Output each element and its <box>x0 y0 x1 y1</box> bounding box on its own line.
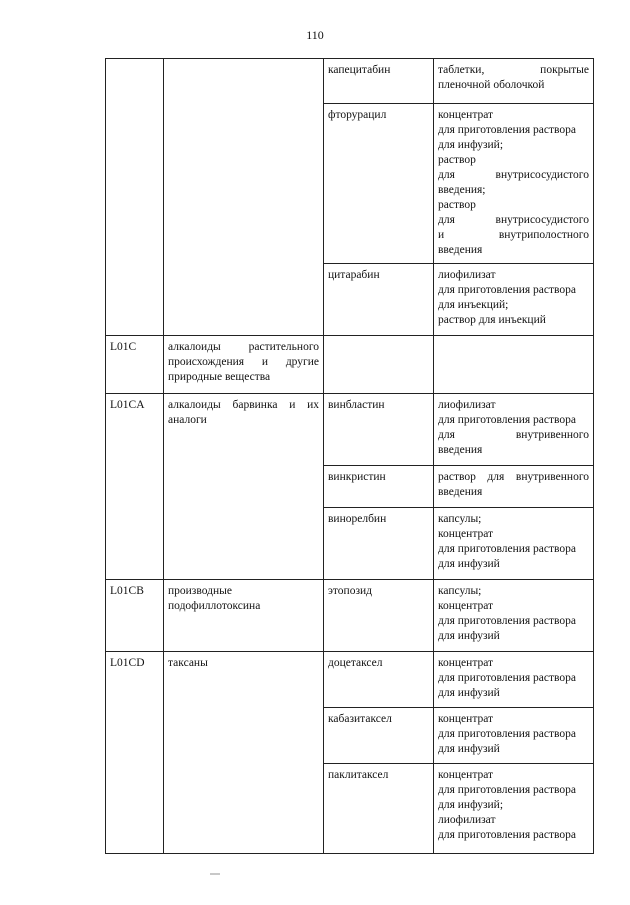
dosage-form-line: лиофилизат <box>438 269 496 281</box>
dosage-form-line: для приготовления раствора <box>438 672 576 684</box>
dosage-form-line: для приготовления раствора <box>438 284 576 296</box>
table-row <box>106 394 594 466</box>
dosage-form-line: для приготовления раствора <box>438 124 576 136</box>
dosage-form-line: концентрат <box>438 600 494 612</box>
dosage-form-line: лиофилизат <box>438 399 496 411</box>
dosage-form-line: концентрат <box>438 713 494 725</box>
dosage-form-line: для приготовления раствора <box>438 784 576 796</box>
drug-name-cell: этопозид <box>324 580 434 652</box>
drug-name-cell: паклитаксел <box>324 764 434 854</box>
dosage-form-line: для приготовления раствора <box>438 829 576 841</box>
atc-code-cell: L01CB <box>106 580 164 652</box>
table-row <box>106 336 594 394</box>
atc-code-cell: L01C <box>106 336 164 394</box>
dosage-form-cell <box>434 264 594 336</box>
drug-name-cell: доцетаксел <box>324 652 434 708</box>
scan-artifact <box>210 873 220 875</box>
dosage-form-line: капсулы; <box>438 513 482 525</box>
drug-name-cell: винбластин <box>324 394 434 466</box>
dosage-form-cell <box>434 59 594 104</box>
dosage-form-line: и внутриполостного <box>438 229 589 241</box>
drug-name-cell: кабазитаксел <box>324 708 434 764</box>
dosage-form-line: концентрат <box>438 769 494 781</box>
drug-classification-table <box>105 58 594 854</box>
dosage-form-cell <box>434 336 594 394</box>
dosage-form-line: для приготовления раствора <box>438 543 576 555</box>
dosage-form-cell <box>434 394 594 466</box>
anatomic-therapeutic-group-cell: производные подофиллотоксина <box>164 580 324 652</box>
dosage-form-line: для инфузий; <box>438 799 504 811</box>
drug-name-cell: цитарабин <box>324 264 434 336</box>
dosage-form-line: введения <box>438 444 483 456</box>
dosage-form-line: концентрат <box>438 528 494 540</box>
drug-name-cell: фторурацил <box>324 104 434 264</box>
dosage-form-line: для инфузий <box>438 558 500 570</box>
dosage-form-line: введения; <box>438 184 486 196</box>
page-number: 110 <box>306 28 324 42</box>
dosage-form-cell <box>434 104 594 264</box>
dosage-form-line: концентрат <box>438 109 494 121</box>
dosage-form-line: введения <box>438 486 483 498</box>
dosage-form-line: для приготовления раствора <box>438 728 576 740</box>
dosage-form-line: для инъекций; <box>438 299 509 311</box>
dosage-form-line: для приготовления раствора <box>438 414 576 426</box>
anatomic-therapeutic-group-cell: алкалоиды барвинка и их аналоги <box>164 394 324 580</box>
dosage-form-line: для приготовления раствора <box>438 615 576 627</box>
dosage-form-line: раствор для инъекций <box>438 314 546 326</box>
dosage-form-line: раствор для внутривенного <box>438 471 589 483</box>
table-row <box>106 59 594 104</box>
dosage-form-line: раствор <box>438 199 476 211</box>
atc-code-cell <box>106 59 164 336</box>
dosage-form-cell <box>434 708 594 764</box>
dosage-form-line: введения <box>438 244 483 256</box>
dosage-form-cell <box>434 652 594 708</box>
dosage-form-line: для инфузий <box>438 630 500 642</box>
dosage-form-line: капсулы; <box>438 585 482 597</box>
table-row <box>106 580 594 652</box>
dosage-form-line: таблетки, покрытые <box>438 64 589 76</box>
anatomic-therapeutic-group-cell: алкалоиды растительного происхождения и другие природные вещества <box>164 336 324 394</box>
dosage-form-line: лиофилизат <box>438 814 496 826</box>
drug-name-cell <box>324 336 434 394</box>
dosage-form-line: для внутрисосудистого <box>438 214 589 226</box>
dosage-form-line: концентрат <box>438 657 494 669</box>
drug-name-cell: винорелбин <box>324 508 434 580</box>
dosage-form-cell <box>434 508 594 580</box>
drug-name-cell: капецитабин <box>324 59 434 104</box>
table-body <box>106 59 594 854</box>
dosage-form-line: для инфузий <box>438 687 500 699</box>
dosage-form-line: для внутривенного <box>438 429 589 441</box>
table-row <box>106 652 594 708</box>
dosage-form-cell <box>434 580 594 652</box>
dosage-form-cell <box>434 764 594 854</box>
dosage-form-line: раствор <box>438 154 476 166</box>
atc-code-cell: L01CD <box>106 652 164 854</box>
dosage-form-line: для инфузий; <box>438 139 504 151</box>
atc-code-cell: L01CA <box>106 394 164 580</box>
dosage-form-line: для инфузий <box>438 743 500 755</box>
dosage-form-cell <box>434 466 594 508</box>
dosage-form-line: для внутрисосудистого <box>438 169 589 181</box>
anatomic-therapeutic-group-cell: таксаны <box>164 652 324 854</box>
anatomic-therapeutic-group-cell <box>164 59 324 336</box>
dosage-form-line: пленочной оболочкой <box>438 79 545 91</box>
drug-name-cell: винкристин <box>324 466 434 508</box>
